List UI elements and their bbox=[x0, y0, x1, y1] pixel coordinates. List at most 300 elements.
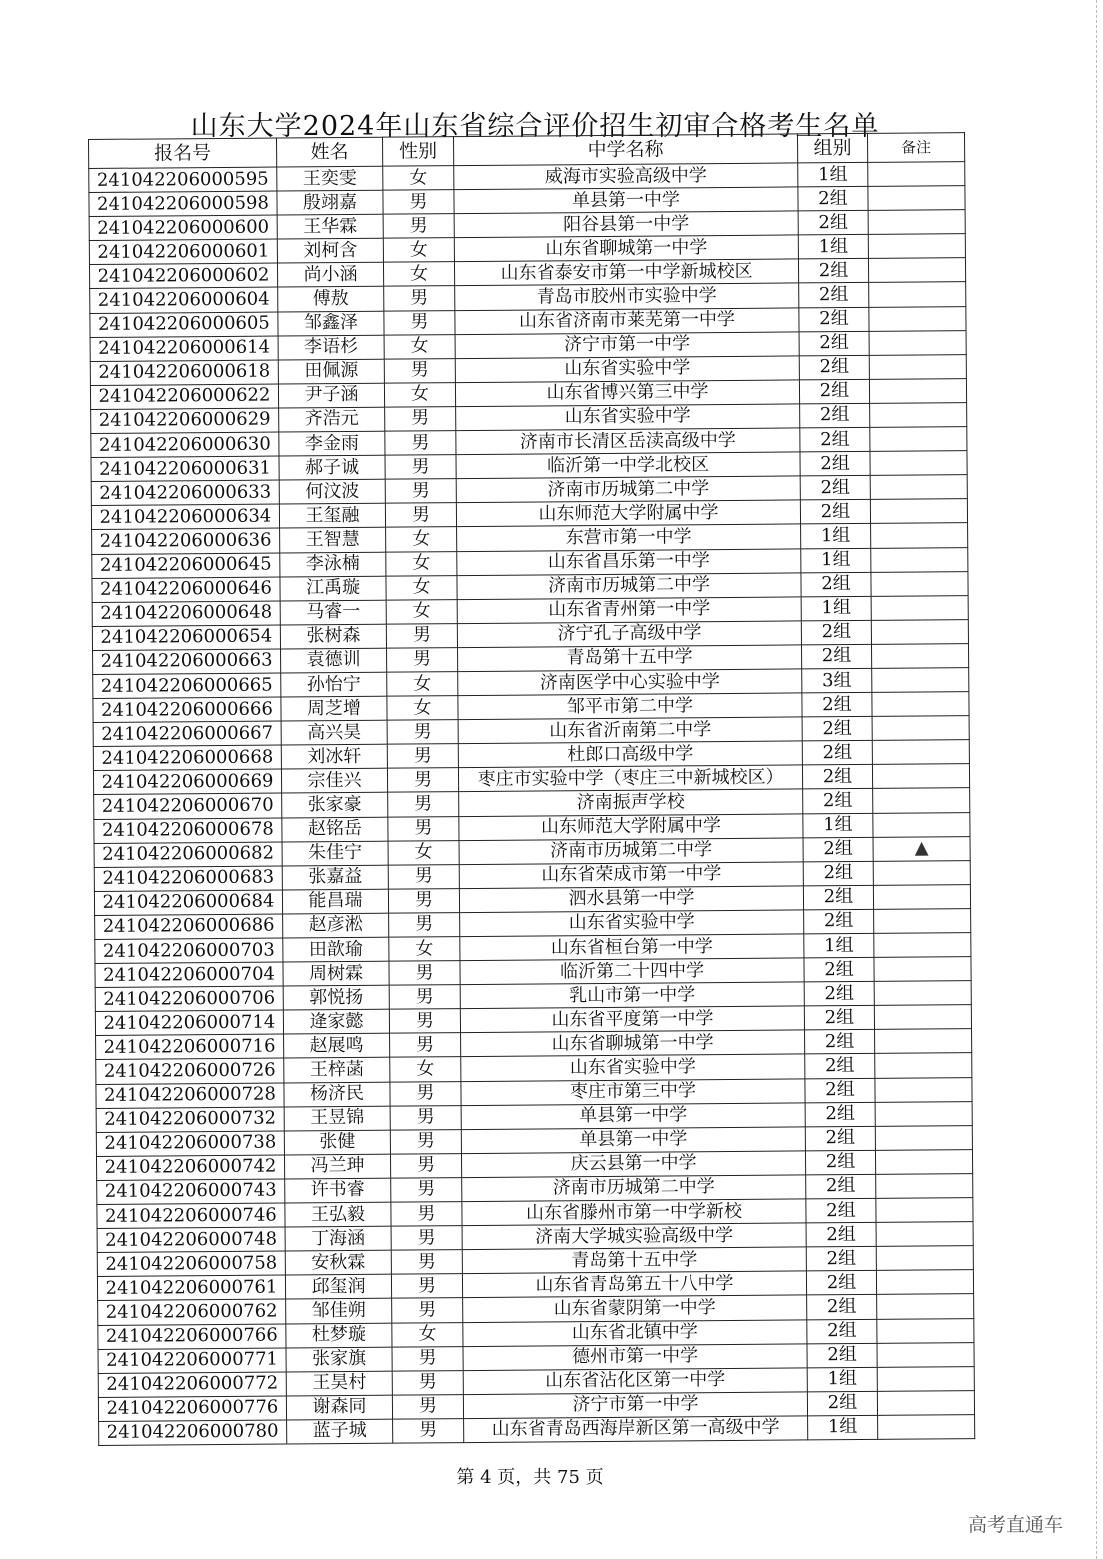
cell-gender: 男 bbox=[385, 503, 456, 528]
cell-reg-no: 241042206000601 bbox=[89, 239, 277, 265]
cell-name: 赵展鸣 bbox=[284, 1034, 390, 1059]
cell-school: 单县第一中学 bbox=[454, 187, 798, 214]
cell-group: 2组 bbox=[805, 1102, 875, 1127]
cell-reg-no: 241042206000684 bbox=[94, 890, 282, 916]
cell-school: 济南市历城第二中学 bbox=[456, 476, 800, 503]
cell-remark bbox=[874, 1005, 971, 1030]
cell-name: 张嘉益 bbox=[282, 865, 388, 890]
cell-group: 2组 bbox=[805, 1078, 875, 1103]
cell-name: 张树森 bbox=[280, 624, 386, 649]
cell-name: 杜梦璇 bbox=[286, 1323, 392, 1348]
cell-name: 安秋霖 bbox=[285, 1250, 391, 1275]
cell-gender: 男 bbox=[385, 479, 456, 504]
cell-gender: 男 bbox=[392, 1370, 463, 1395]
cell-remark bbox=[869, 306, 966, 331]
cell-school: 济南市长清区岳渎高级中学 bbox=[456, 428, 800, 455]
cell-group: 2组 bbox=[799, 331, 869, 356]
cell-remark bbox=[875, 1149, 972, 1174]
cell-remark bbox=[871, 619, 968, 644]
cell-group: 1组 bbox=[801, 596, 871, 621]
cell-reg-no: 241042206000682 bbox=[94, 842, 282, 868]
cell-gender: 女 bbox=[384, 382, 455, 407]
cell-remark bbox=[872, 668, 969, 693]
cell-school: 山东省青岛西海岸新区第一高级中学 bbox=[464, 1416, 808, 1443]
cell-remark bbox=[876, 1174, 973, 1199]
cell-remark bbox=[868, 258, 965, 283]
cell-school: 德州市第一中学 bbox=[463, 1343, 807, 1370]
cell-gender: 男 bbox=[388, 888, 459, 913]
cell-remark bbox=[868, 162, 965, 187]
cell-school: 庆云县第一中学 bbox=[461, 1151, 805, 1178]
cell-school: 邹平市第二中学 bbox=[458, 693, 802, 720]
cell-gender: 男 bbox=[387, 744, 458, 769]
cell-reg-no: 241042206000746 bbox=[97, 1203, 285, 1229]
cell-name: 宗佳兴 bbox=[281, 769, 387, 794]
cell-school: 东营市第一中学 bbox=[457, 524, 801, 551]
cell-name: 王梓菡 bbox=[284, 1058, 390, 1083]
cell-name: 田歆瑜 bbox=[283, 937, 389, 962]
cell-group: 2组 bbox=[799, 307, 869, 332]
cell-group: 2组 bbox=[800, 403, 870, 428]
watermark: 高考直通车 bbox=[968, 1514, 1064, 1536]
cell-name: 马睿一 bbox=[280, 600, 386, 625]
cell-school: 济南大学城实验高级中学 bbox=[462, 1223, 806, 1250]
cell-school: 济南市历城第二中学 bbox=[459, 838, 803, 865]
cell-gender: 男 bbox=[383, 214, 454, 239]
cell-reg-no: 241042206000622 bbox=[90, 384, 278, 410]
cell-remark bbox=[872, 764, 969, 789]
cell-gender: 男 bbox=[387, 720, 458, 745]
cell-gender: 女 bbox=[383, 262, 454, 287]
cell-name: 田佩源 bbox=[278, 359, 384, 384]
cell-remark bbox=[876, 1246, 973, 1271]
cell-group: 2组 bbox=[801, 572, 871, 597]
cell-group: 2组 bbox=[799, 355, 869, 380]
cell-reg-no: 241042206000771 bbox=[98, 1348, 286, 1374]
cell-reg-no: 241042206000780 bbox=[99, 1420, 287, 1446]
cell-reg-no: 241042206000629 bbox=[91, 408, 279, 434]
cell-school: 临沂第二十四中学 bbox=[460, 958, 804, 985]
cell-name: 杨济民 bbox=[284, 1082, 390, 1107]
cell-school: 山东省聊城第一中学 bbox=[461, 1030, 805, 1057]
cell-name: 周芝增 bbox=[281, 696, 387, 721]
cell-remark bbox=[871, 595, 968, 620]
cell-reg-no: 241042206000748 bbox=[97, 1227, 285, 1253]
cell-gender: 女 bbox=[383, 238, 454, 263]
cell-reg-no: 241042206000732 bbox=[96, 1107, 284, 1133]
cell-name: 江禹璇 bbox=[280, 576, 386, 601]
cell-name: 能昌瑞 bbox=[282, 889, 388, 914]
cell-gender: 女 bbox=[390, 1057, 461, 1082]
cell-reg-no: 241042206000668 bbox=[93, 745, 281, 771]
cell-school: 单县第一中学 bbox=[461, 1103, 805, 1130]
cell-name: 王玺融 bbox=[279, 503, 385, 528]
cell-remark bbox=[870, 475, 967, 500]
cell-school: 山东省沂南第二中学 bbox=[458, 717, 802, 744]
cell-group: 2组 bbox=[802, 741, 872, 766]
cell-school: 济宁市第一中学 bbox=[463, 1392, 807, 1419]
cell-gender: 男 bbox=[390, 1129, 461, 1154]
cell-name: 蓝子城 bbox=[287, 1419, 393, 1444]
cell-remark: ▲ bbox=[873, 836, 970, 861]
cell-remark bbox=[874, 957, 971, 982]
cell-name: 李泳楠 bbox=[280, 552, 386, 577]
cell-group: 1组 bbox=[801, 548, 871, 573]
cell-name: 殷翊嘉 bbox=[277, 190, 383, 215]
cell-gender: 男 bbox=[385, 407, 456, 432]
cell-reg-no: 241042206000670 bbox=[94, 793, 282, 819]
cell-reg-no: 241042206000728 bbox=[96, 1083, 284, 1109]
cell-gender: 男 bbox=[390, 1153, 461, 1178]
cell-reg-no: 241042206000776 bbox=[98, 1396, 286, 1422]
cell-name: 谢森同 bbox=[286, 1395, 392, 1420]
cell-school: 山东省蒙阴第一中学 bbox=[463, 1295, 807, 1322]
cell-name: 王昱锦 bbox=[284, 1106, 390, 1131]
cell-group: 2组 bbox=[802, 717, 872, 742]
cell-group: 2组 bbox=[805, 1054, 875, 1079]
cell-reg-no: 241042206000598 bbox=[89, 191, 277, 217]
cell-remark bbox=[871, 547, 968, 572]
cell-group: 2组 bbox=[805, 1030, 875, 1055]
cell-group: 2组 bbox=[804, 957, 874, 982]
cell-reg-no: 241042206000743 bbox=[97, 1179, 285, 1205]
cell-name: 周树霖 bbox=[283, 961, 389, 986]
cell-gender: 男 bbox=[388, 816, 459, 841]
cell-group: 2组 bbox=[799, 283, 869, 308]
cell-school: 山东省泰安市第一中学新城校区 bbox=[454, 259, 798, 286]
cell-remark bbox=[869, 378, 966, 403]
cell-gender: 男 bbox=[392, 1346, 463, 1371]
cell-school: 山东省实验中学 bbox=[455, 356, 799, 383]
cell-remark bbox=[871, 643, 968, 668]
cell-reg-no: 241042206000766 bbox=[98, 1323, 286, 1349]
cell-gender: 男 bbox=[391, 1202, 462, 1227]
cell-reg-no: 241042206000634 bbox=[91, 504, 279, 530]
cell-group: 1组 bbox=[798, 162, 868, 187]
cell-reg-no: 241042206000758 bbox=[97, 1251, 285, 1277]
cell-remark bbox=[868, 210, 965, 235]
cell-school: 阳谷县第一中学 bbox=[454, 211, 798, 238]
cell-name: 高兴昊 bbox=[281, 720, 387, 745]
cell-name: 逄家懿 bbox=[283, 1009, 389, 1034]
cell-reg-no: 241042206000645 bbox=[92, 553, 280, 579]
cell-group: 2组 bbox=[802, 765, 872, 790]
cell-gender: 男 bbox=[388, 864, 459, 889]
cell-group: 1组 bbox=[801, 524, 871, 549]
cell-reg-no: 241042206000742 bbox=[96, 1155, 284, 1181]
cell-group: 2组 bbox=[807, 1343, 877, 1368]
cell-reg-no: 241042206000631 bbox=[91, 456, 279, 482]
cell-school: 青岛市胶州市实验中学 bbox=[455, 283, 799, 310]
cell-gender: 男 bbox=[391, 1226, 462, 1251]
cell-reg-no: 241042206000663 bbox=[93, 649, 281, 675]
cell-school: 山东省聊城第一中学 bbox=[454, 235, 798, 262]
cell-group: 2组 bbox=[807, 1295, 877, 1320]
cell-remark bbox=[875, 1029, 972, 1054]
cell-reg-no: 241042206000646 bbox=[92, 577, 280, 603]
cell-name: 邹鑫泽 bbox=[278, 311, 384, 336]
cell-name: 孙怡宁 bbox=[281, 672, 387, 697]
cell-group: 2组 bbox=[804, 982, 874, 1007]
header-remark: 备注 bbox=[867, 133, 964, 163]
cell-remark bbox=[868, 234, 965, 259]
cell-reg-no: 241042206000595 bbox=[89, 167, 277, 193]
cell-school: 山东省平度第一中学 bbox=[460, 1006, 804, 1033]
cell-school: 青岛第十五中学 bbox=[458, 645, 802, 672]
cell-group: 2组 bbox=[803, 861, 873, 886]
cell-group: 2组 bbox=[806, 1174, 876, 1199]
cell-reg-no: 241042206000602 bbox=[89, 263, 277, 289]
cell-name: 赵彦淞 bbox=[283, 913, 389, 938]
cell-reg-no: 241042206000636 bbox=[92, 528, 280, 554]
header-gender: 性别 bbox=[382, 137, 453, 167]
cell-reg-no: 241042206000669 bbox=[93, 769, 281, 795]
cell-gender: 女 bbox=[386, 599, 457, 624]
cell-remark bbox=[870, 499, 967, 524]
cell-school: 山东省济南市莱芜第一中学 bbox=[455, 307, 799, 334]
cell-remark bbox=[868, 186, 965, 211]
cell-gender: 女 bbox=[386, 551, 457, 576]
cell-reg-no: 241042206000678 bbox=[94, 818, 282, 844]
cell-gender: 男 bbox=[391, 1178, 462, 1203]
cell-name: 齐浩元 bbox=[279, 407, 385, 432]
cell-group: 2组 bbox=[799, 379, 869, 404]
cell-remark bbox=[869, 330, 966, 355]
cell-group: 1组 bbox=[807, 1367, 877, 1392]
cell-reg-no: 241042206000630 bbox=[91, 432, 279, 458]
cell-gender: 男 bbox=[388, 792, 459, 817]
cell-group: 2组 bbox=[805, 1150, 875, 1175]
cell-group: 2组 bbox=[803, 885, 873, 910]
cell-name: 李语杉 bbox=[278, 335, 384, 360]
cell-group: 2组 bbox=[803, 789, 873, 814]
cell-reg-no: 241042206000633 bbox=[91, 480, 279, 506]
cell-gender: 男 bbox=[390, 1081, 461, 1106]
cell-school: 枣庄市实验中学（枣庄三中新城校区） bbox=[458, 765, 802, 792]
cell-gender: 男 bbox=[385, 431, 456, 456]
cell-remark bbox=[876, 1270, 973, 1295]
cell-school: 济宁市第一中学 bbox=[455, 332, 799, 359]
cell-name: 张健 bbox=[284, 1130, 390, 1155]
cell-remark bbox=[873, 860, 970, 885]
header-name: 姓名 bbox=[276, 137, 382, 167]
cell-group: 2组 bbox=[806, 1198, 876, 1223]
cell-remark bbox=[874, 933, 971, 958]
header-group: 组别 bbox=[797, 133, 867, 163]
cell-reg-no: 241042206000703 bbox=[95, 938, 283, 964]
cell-remark bbox=[876, 1198, 973, 1223]
cell-gender: 女 bbox=[386, 527, 457, 552]
cell-reg-no: 241042206000667 bbox=[93, 721, 281, 747]
cell-remark bbox=[875, 1077, 972, 1102]
cell-school: 乳山市第一中学 bbox=[460, 982, 804, 1009]
cell-reg-no: 241042206000605 bbox=[90, 312, 278, 338]
cell-group: 2组 bbox=[800, 500, 870, 525]
cell-name: 王弘毅 bbox=[285, 1202, 391, 1227]
cell-reg-no: 241042206000604 bbox=[90, 287, 278, 313]
cell-gender: 男 bbox=[389, 985, 460, 1010]
cell-remark bbox=[873, 788, 970, 813]
cell-reg-no: 241042206000618 bbox=[90, 360, 278, 386]
cell-group: 2组 bbox=[804, 909, 874, 934]
cell-school: 山东省实验中学 bbox=[460, 910, 804, 937]
cell-group: 1组 bbox=[804, 933, 874, 958]
cell-group: 2组 bbox=[803, 837, 873, 862]
cell-school: 山东省青岛第五十八中学 bbox=[462, 1271, 806, 1298]
cell-reg-no: 241042206000665 bbox=[93, 673, 281, 699]
cell-remark bbox=[871, 523, 968, 548]
cell-name: 张家旗 bbox=[286, 1347, 392, 1372]
cell-reg-no: 241042206000762 bbox=[98, 1299, 286, 1325]
cell-name: 王智慧 bbox=[280, 528, 386, 553]
cell-school: 青岛第十五中学 bbox=[462, 1247, 806, 1274]
cell-group: 2组 bbox=[801, 644, 871, 669]
cell-remark bbox=[877, 1390, 974, 1415]
cell-school: 济南市历城第二中学 bbox=[462, 1175, 806, 1202]
cell-remark bbox=[871, 571, 968, 596]
cell-group: 2组 bbox=[807, 1391, 877, 1416]
cell-gender: 女 bbox=[392, 1322, 463, 1347]
cell-school: 济南市历城第二中学 bbox=[457, 573, 801, 600]
cell-name: 冯兰珅 bbox=[284, 1154, 390, 1179]
cell-gender: 男 bbox=[393, 1418, 464, 1443]
cell-gender: 男 bbox=[391, 1274, 462, 1299]
cell-gender: 女 bbox=[388, 840, 459, 865]
cell-school: 山东省北镇中学 bbox=[463, 1319, 807, 1346]
cell-gender: 男 bbox=[385, 455, 456, 480]
cell-remark bbox=[872, 692, 969, 717]
cell-group: 2组 bbox=[806, 1271, 876, 1296]
cell-reg-no: 241042206000761 bbox=[97, 1275, 285, 1301]
cell-group: 2组 bbox=[801, 620, 871, 645]
cell-school: 山东省昌乐第一中学 bbox=[457, 548, 801, 575]
cell-group: 1组 bbox=[803, 813, 873, 838]
cell-reg-no: 241042206000726 bbox=[96, 1058, 284, 1084]
cell-gender: 男 bbox=[387, 768, 458, 793]
cell-school: 临沂第一中学北校区 bbox=[456, 452, 800, 479]
cell-school: 济南振声学校 bbox=[459, 789, 803, 816]
cell-reg-no: 241042206000686 bbox=[95, 914, 283, 940]
cell-reg-no: 241042206000738 bbox=[96, 1131, 284, 1157]
cell-name: 何汶波 bbox=[279, 479, 385, 504]
cell-group: 2组 bbox=[800, 476, 870, 501]
cell-group: 1组 bbox=[808, 1415, 878, 1440]
cell-remark bbox=[875, 1101, 972, 1126]
cell-gender: 女 bbox=[387, 696, 458, 721]
cell-school: 山东省荣成市第一中学 bbox=[459, 862, 803, 889]
cell-group: 3组 bbox=[802, 668, 872, 693]
cell-gender: 男 bbox=[386, 623, 457, 648]
cell-gender: 男 bbox=[390, 1033, 461, 1058]
cell-school: 山东省滕州市第一中学新校 bbox=[462, 1199, 806, 1226]
cell-gender: 男 bbox=[392, 1394, 463, 1419]
cell-name: 丁海涵 bbox=[285, 1226, 391, 1251]
page-edge-line bbox=[1095, 0, 1097, 1559]
cell-name: 朱佳宁 bbox=[282, 841, 388, 866]
cell-school: 济南医学中心实验中学 bbox=[458, 669, 802, 696]
cell-remark bbox=[869, 282, 966, 307]
cell-group: 2组 bbox=[798, 186, 868, 211]
cell-name: 郝子诚 bbox=[279, 455, 385, 480]
cell-name: 刘冰轩 bbox=[281, 744, 387, 769]
cell-school: 山东省青州第一中学 bbox=[457, 597, 801, 624]
cell-school: 山东省实验中学 bbox=[461, 1054, 805, 1081]
cell-remark bbox=[870, 451, 967, 476]
cell-gender: 女 bbox=[387, 672, 458, 697]
cell-school: 山东省实验中学 bbox=[456, 404, 800, 431]
cell-reg-no: 241042206000706 bbox=[95, 986, 283, 1012]
cell-gender: 女 bbox=[389, 937, 460, 962]
cell-gender: 男 bbox=[383, 190, 454, 215]
cell-remark bbox=[877, 1342, 974, 1367]
cell-reg-no: 241042206000704 bbox=[95, 962, 283, 988]
cell-name: 尚小涵 bbox=[277, 263, 383, 288]
cell-school: 山东师范大学附属中学 bbox=[456, 500, 800, 527]
cell-gender: 男 bbox=[387, 647, 458, 672]
cell-gender: 女 bbox=[383, 166, 454, 191]
cell-remark bbox=[875, 1053, 972, 1078]
cell-name: 李金雨 bbox=[279, 431, 385, 456]
cell-name: 邱玺润 bbox=[285, 1274, 391, 1299]
cell-group: 2组 bbox=[807, 1319, 877, 1344]
cell-reg-no: 241042206000666 bbox=[93, 697, 281, 723]
cell-remark bbox=[874, 981, 971, 1006]
cell-remark bbox=[869, 354, 966, 379]
cell-gender: 男 bbox=[389, 913, 460, 938]
cell-school: 杜郎口高级中学 bbox=[458, 741, 802, 768]
cell-remark bbox=[877, 1294, 974, 1319]
cell-reg-no: 241042206000716 bbox=[96, 1034, 284, 1060]
cell-group: 2组 bbox=[802, 692, 872, 717]
cell-remark bbox=[875, 1125, 972, 1150]
cell-group: 2组 bbox=[800, 451, 870, 476]
cell-group: 2组 bbox=[805, 1126, 875, 1151]
cell-gender: 男 bbox=[389, 961, 460, 986]
page-title: 山东大学2024年山东省综合评价招生初审合格考生名单 bbox=[190, 111, 880, 142]
cell-gender: 女 bbox=[386, 575, 457, 600]
cell-gender: 女 bbox=[384, 334, 455, 359]
cell-school: 泗水县第一中学 bbox=[459, 886, 803, 913]
cell-name: 尹子涵 bbox=[278, 383, 384, 408]
cell-gender: 男 bbox=[389, 1009, 460, 1034]
cell-name: 袁德训 bbox=[281, 648, 387, 673]
cell-name: 许书睿 bbox=[285, 1178, 391, 1203]
cell-school: 山东省博兴第三中学 bbox=[455, 380, 799, 407]
cell-school: 单县第一中学 bbox=[461, 1127, 805, 1154]
cell-school: 山东省桓台第一中学 bbox=[460, 934, 804, 961]
candidate-table bbox=[88, 132, 975, 1446]
cell-remark bbox=[872, 740, 969, 765]
cell-school: 威海市实验高级中学 bbox=[454, 163, 798, 190]
cell-group: 1组 bbox=[798, 235, 868, 260]
cell-name: 王奕雯 bbox=[277, 166, 383, 191]
cell-remark bbox=[877, 1318, 974, 1343]
cell-gender: 男 bbox=[384, 310, 455, 335]
cell-remark bbox=[870, 427, 967, 452]
cell-school: 枣庄市第三中学 bbox=[461, 1078, 805, 1105]
cell-gender: 男 bbox=[390, 1105, 461, 1130]
cell-group: 2组 bbox=[798, 211, 868, 236]
cell-group: 2组 bbox=[798, 259, 868, 284]
cell-gender: 男 bbox=[391, 1250, 462, 1275]
cell-school: 济宁孔子高级中学 bbox=[457, 621, 801, 648]
cell-reg-no: 241042206000683 bbox=[94, 866, 282, 892]
cell-gender: 男 bbox=[384, 358, 455, 383]
cell-reg-no: 241042206000614 bbox=[90, 336, 278, 362]
header-reg-no: 报名号 bbox=[89, 138, 277, 168]
cell-remark bbox=[870, 403, 967, 428]
cell-name: 张家豪 bbox=[282, 793, 388, 818]
